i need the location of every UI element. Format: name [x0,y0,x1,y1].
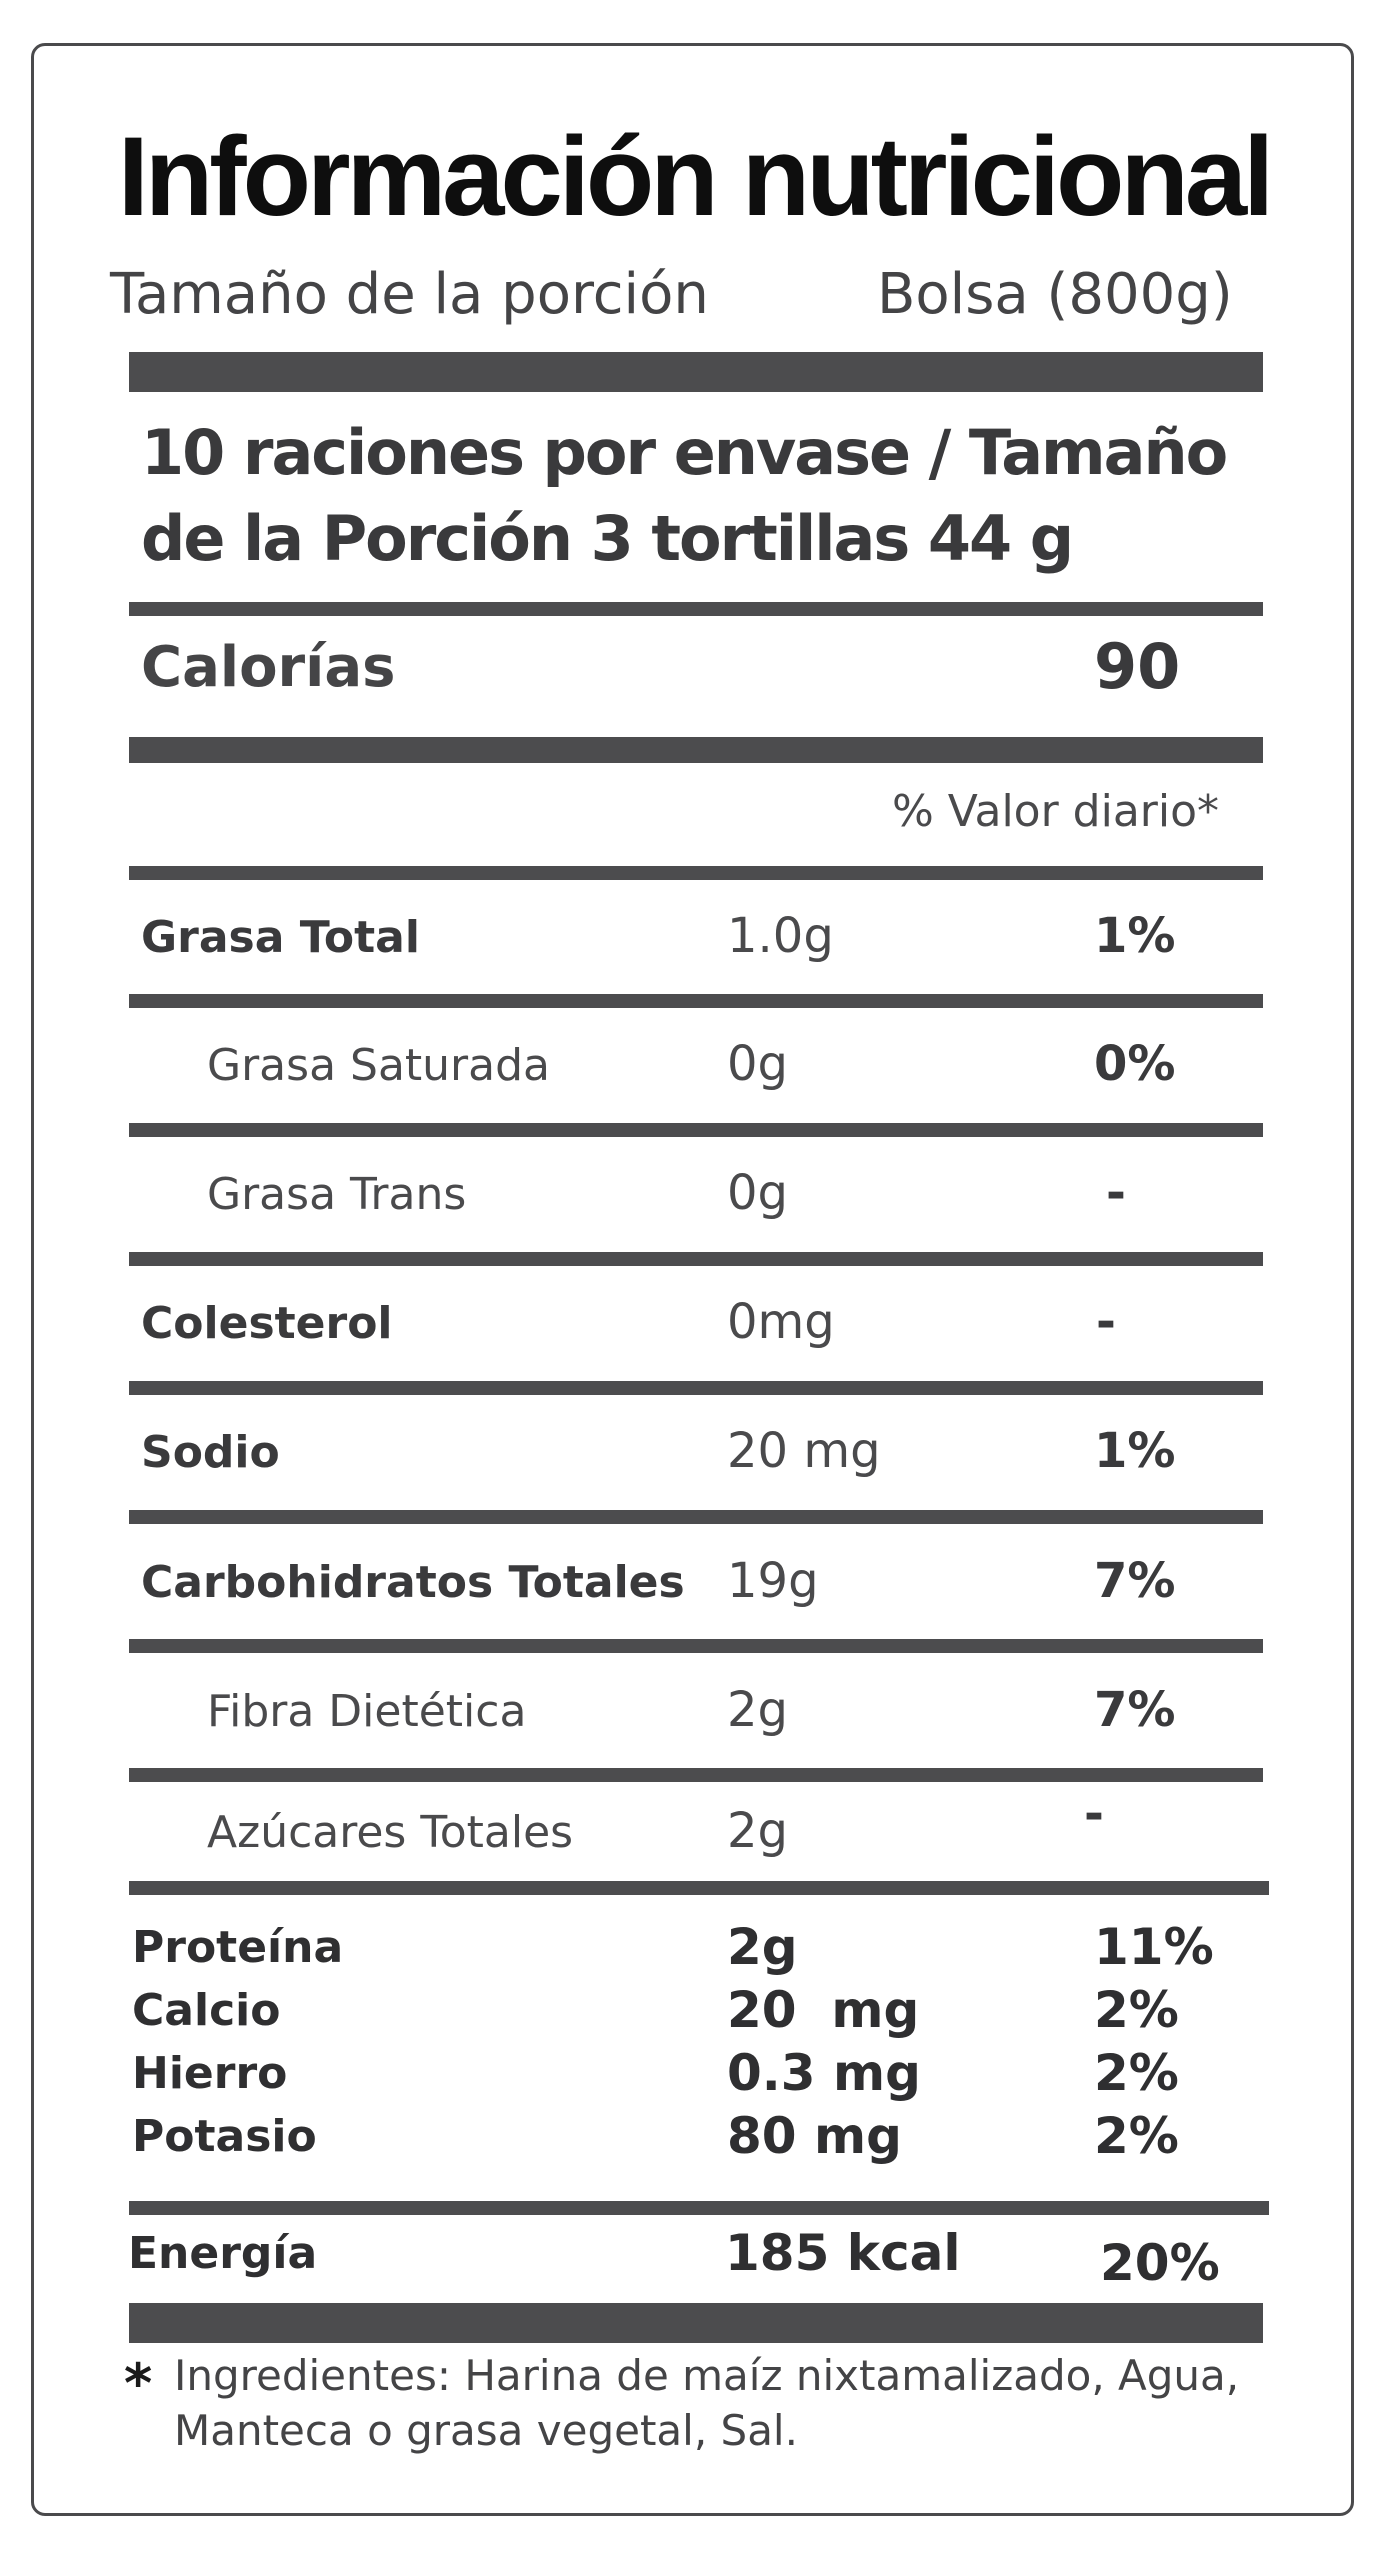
mineral-label: Potasio [132,2111,317,2162]
nutrient-amount: 2g [727,1803,789,1859]
nutrient-daily-value: 7% [1094,1553,1176,1609]
nutrient-amount: 1.0g [727,908,834,964]
divider [129,866,1263,880]
ingredients-text: Ingredientes: Harina de maíz nixtamalizado, Agua, Manteca o grasa vegetal, Sal. [174,2351,1240,2455]
nutrient-label: Colesterol [141,1298,393,1349]
divider-thick [129,737,1263,763]
divider [129,994,1263,1008]
divider [129,1639,1263,1653]
mineral-label: Proteína [132,1922,344,1973]
nutrient-daily-value: 1% [1094,1423,1176,1479]
nutrient-daily-value: 0% [1094,1036,1176,1092]
mineral-amount: 20 mg [727,1981,920,2039]
mineral-daily-value: 2% [1094,2107,1179,2165]
mineral-label: Hierro [132,2048,288,2099]
footnote-asterisk: * [124,2352,153,2415]
divider [129,602,1263,616]
mineral-daily-value: 2% [1094,1981,1179,2039]
servings-per-container: 10 raciones por envase / Tamaño de la Porción 3 tortillas 44 g [141,416,1227,575]
mineral-amount: 0.3 mg [727,2044,921,2102]
divider [129,1768,1263,1782]
nutrient-label: Sodio [141,1427,280,1478]
divider-thick [129,352,1263,392]
calories-value: 90 [1094,630,1181,703]
nutrient-daily-value: 7% [1094,1682,1176,1738]
nutrient-label: Fibra Dietética [207,1686,527,1737]
calories-label: Calorías [141,635,396,700]
divider-thick [129,2303,1263,2343]
divider [129,1252,1263,1266]
nutrient-daily-value: - [1084,1786,1104,1842]
nutrient-label: Grasa Total [141,912,420,963]
nutrient-label: Carbohidratos Totales [141,1557,685,1608]
nutrient-daily-value: - [1096,1294,1116,1350]
nutrient-amount: 2g [727,1682,789,1738]
nutrient-label: Grasa Saturada [207,1040,550,1091]
mineral-amount: 2g [727,1918,798,1976]
label-title: Información nutricional [117,114,1271,239]
mineral-daily-value: 11% [1094,1918,1214,1976]
nutrient-amount: 0g [727,1165,789,1221]
nutrient-daily-value: 1% [1094,908,1176,964]
divider [129,1510,1263,1524]
divider [129,1123,1263,1137]
nutrient-label: Grasa Trans [207,1169,467,1220]
nutrient-daily-value: - [1106,1165,1126,1221]
nutrient-label: Azúcares Totales [207,1807,574,1858]
energy-label: Energía [128,2228,318,2279]
nutrient-amount: 19g [727,1553,819,1609]
divider [129,2201,1269,2215]
nutrient-amount: 20 mg [727,1423,881,1479]
daily-value-header: % Valor diario* [892,786,1220,837]
mineral-amount: 80 mg [727,2107,902,2165]
serving-size-label: Tamaño de la porción [110,262,709,327]
mineral-daily-value: 2% [1094,2044,1179,2102]
energy-daily-value: 20% [1100,2234,1220,2292]
divider [129,1881,1269,1895]
nutrient-amount: 0g [727,1036,789,1092]
divider [129,1381,1263,1395]
nutrient-amount: 0mg [727,1294,835,1350]
energy-amount: 185 kcal [725,2224,961,2282]
mineral-label: Calcio [132,1985,281,2036]
serving-size-value: Bolsa (800g) [877,262,1233,327]
